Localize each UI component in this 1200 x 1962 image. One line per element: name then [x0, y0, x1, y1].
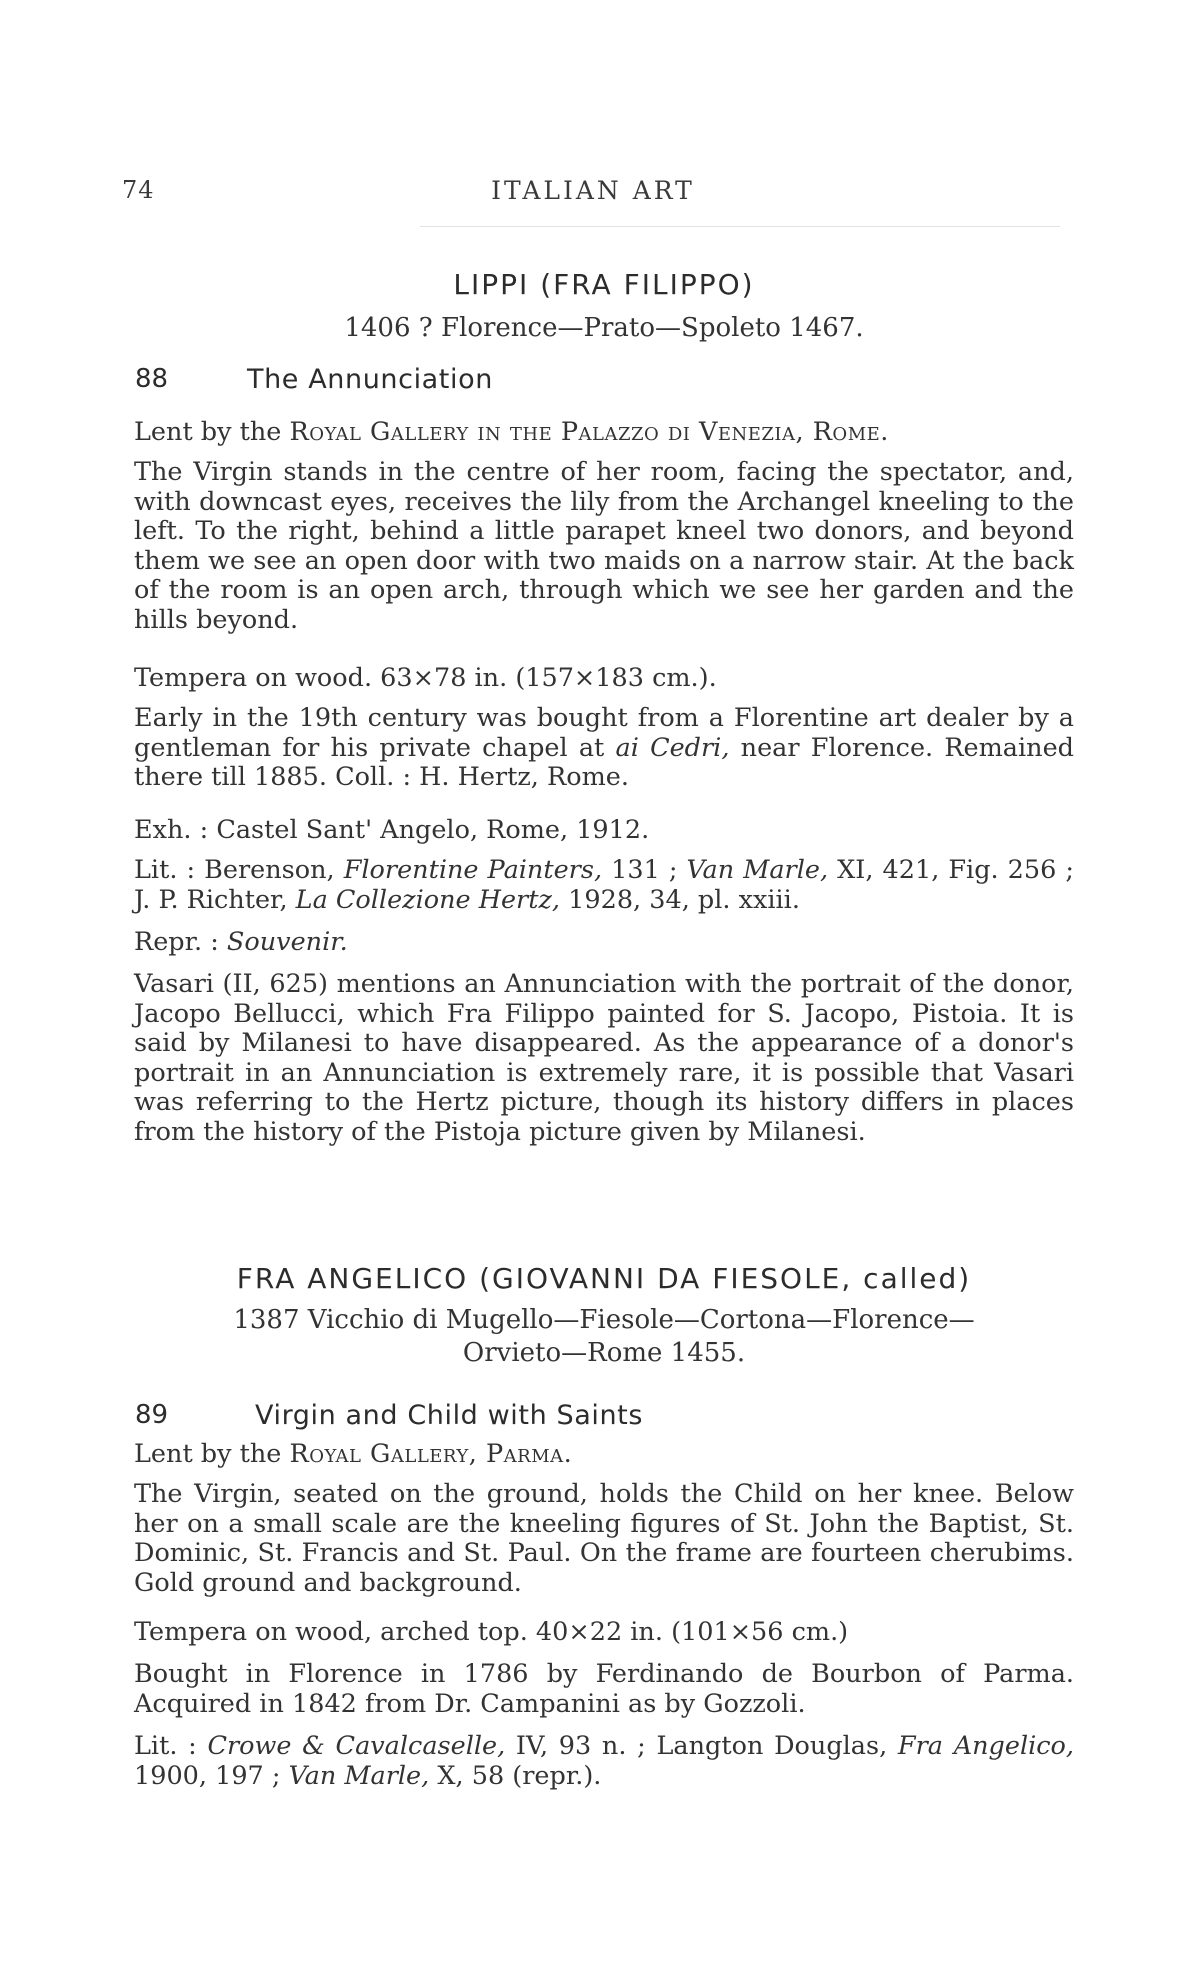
artist-dates: 1406 ? Florence—Prato—Spoleto 1467. — [344, 313, 864, 343]
provenance-paragraph: Bought in Florence in 1786 by Ferdinando de Bourbon of Parma. Acquired in 1842 from Dr. Campanini as by Gozzoli. — [134, 1659, 1074, 1719]
exhibitions-line: Exh. : Castel Sant' Angelo, Rome, 1912. — [134, 815, 650, 845]
artist-heading: FRA ANGELICO (GIOVANNI DA FIESOLE, called) — [236, 1262, 972, 1295]
medium-line: Tempera on wood, arched top. 40×22 in. (101×56 cm.) — [134, 1617, 849, 1647]
literature-paragraph: Lit. : Crowe & Cavalcaselle, IV, 93 n. ; Langton Douglas, Fra Angelico, 1900, 197 ; Van Marle, X, 58 (repr.). — [134, 1731, 1075, 1791]
running-title: ITALIAN ART — [491, 176, 695, 205]
reproduction-line: Repr. : Souvenir. — [134, 927, 348, 957]
note-paragraph: Vasari (II, 625) mentions an Annunciation with the portrait of the donor, Jacopo Bellucci, which Fra Filippo painted for S. Jacopo, Pistoia. It is said by Milanesi to have disappeared. As the appearance of a donor's portrait in an Annunciation is extremely rare, it is possible that Vasari was referring to the Hertz picture, though its history differs in places from the history of the Pistoja picture given by Milanesi. — [134, 969, 1074, 1147]
description-paragraph: The Virgin stands in the centre of her room, facing the spectator, and, with downcast eyes, receives the lily from the Archangel kneeling to the left. To the right, behind a little parapet kneel two donors, and beyond them we see an open door with two maids on a narrow stair. At the back of the room is an open arch, through which we see her garden and the hills beyond. — [134, 457, 1074, 635]
lender-line: Lent by the Royal Gallery, Parma. — [134, 1439, 573, 1469]
lender-line: Lent by the Royal Gallery in the Palazzo di Venezia, Rome. — [134, 417, 889, 447]
medium-line: Tempera on wood. 63×78 in. (157×183 cm.). — [134, 663, 717, 693]
lender-name: Royal Gallery, Parma. — [289, 1439, 573, 1469]
work-title: The Annunciation — [247, 364, 493, 395]
catalogue-number: 88 — [135, 364, 169, 394]
header-rule — [420, 226, 1060, 227]
catalogue-number: 89 — [135, 1400, 169, 1430]
lender-name: Royal Gallery in the Palazzo di Venezia, Rome. — [289, 417, 889, 447]
provenance-paragraph: Early in the 19th century was bought from a Florentine art dealer by a gentleman for his private chapel at ai Cedri, near Florence. Remained there till 1885. Coll. : H. Hertz, Rome. — [134, 703, 1074, 792]
artist-dates: 1387 Vicchio di Mugello—Fiesole—Cortona—Florence— Orvieto—Rome 1455. — [233, 1305, 975, 1368]
artist-heading: LIPPI (FRA FILIPPO) — [453, 268, 755, 301]
page-number: 74 — [122, 176, 155, 204]
entry-title-row — [135, 1400, 1065, 1436]
running-head — [118, 172, 1068, 212]
work-title: Virgin and Child with Saints — [255, 1400, 644, 1431]
literature-paragraph: Lit. : Berenson, Florentine Painters, 131 ; Van Marle, XI, 421, Fig. 256 ; J. P. Richter, La Collezione Hertz, 1928, 34, pl. xxiii. — [134, 855, 1074, 915]
entry-title-row — [135, 364, 1065, 400]
description-paragraph: The Virgin, seated on the ground, holds the Child on her knee. Below her on a small scale are the kneeling figures of St. John the Baptist, St. Dominic, St. Francis and St. Paul. On the frame are fourteen cherubims. Gold ground and background. — [134, 1479, 1074, 1598]
